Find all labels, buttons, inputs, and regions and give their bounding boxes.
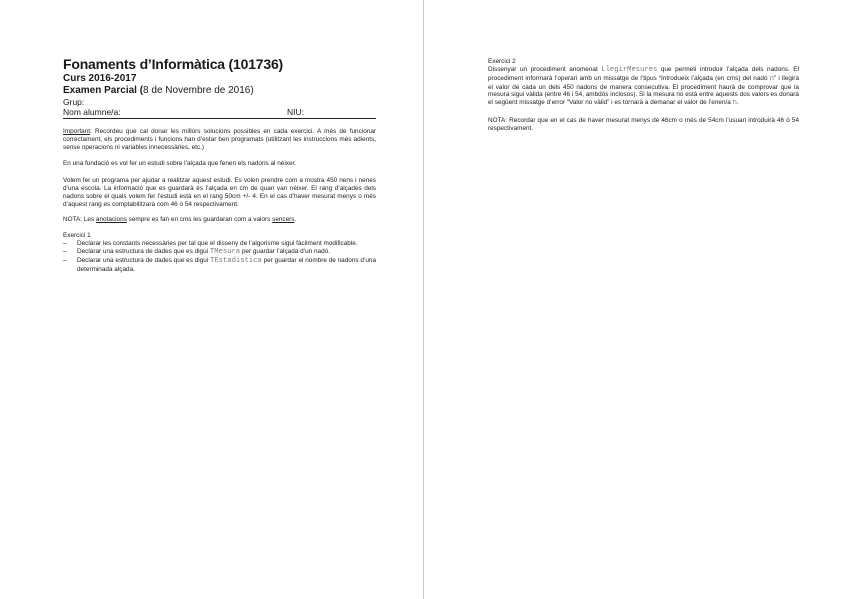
- exam-line: [63, 85, 376, 97]
- exam-date-close: ): [250, 85, 254, 96]
- exam-date-open: (: [136, 85, 144, 96]
- item-pre: Declarar una estructura de dades que es digui: [77, 256, 211, 264]
- note-link-annotations: anotacions: [95, 216, 127, 224]
- left-page-content: [63, 56, 376, 273]
- p1-mid: que permeti introduir l’alçada dels nadons. El procediment informarà l’operari amb un missatge de l’tipus “Introdueix l’alçada (en cms) del nadó: [488, 66, 799, 82]
- dash-bullet: –: [63, 240, 67, 248]
- item-post: per guardar l’alçada d’un nadó.: [240, 247, 330, 255]
- p1-end: .: [736, 99, 739, 107]
- list-item: [63, 257, 376, 274]
- description-paragraph: Volem fer un programa per ajudar a realitzar aquest estudi. Es volen prendre com a mostra 450 nens i nenes d’una escola. La informació que es guardarà és l’alçada en cm de quan van néixer. El rang d’alçades dels nadons sobre el quals volem fer l’estudi està en el rang 50cm +/- 4. En el cas d’haver mesurat menys o més d’aquest rang es comptabilitzarà com 46 ó 54 respectivament.: [63, 177, 376, 208]
- code-tmesura: TMesura: [209, 247, 241, 256]
- code-n: n: [769, 74, 775, 83]
- item-text: Declarar les constants necessàries per tal que el disseny de l’algorisme sigui fàcilment modificable.: [77, 240, 358, 248]
- item-post: per guardar el nombre de nadons d’una determinada alçada.: [77, 256, 377, 273]
- note-link-integers: sencers: [272, 216, 295, 224]
- right-page: [425, 0, 848, 599]
- note-suffix: .: [294, 216, 297, 224]
- list-item: [63, 240, 376, 248]
- exercise2-title: Exercici 2: [488, 58, 516, 65]
- exercise1-title: Exercici 1: [63, 232, 91, 240]
- code-n-2: n: [732, 99, 737, 108]
- note-middle: sempre es fan en cms les guardaran com a valors: [126, 216, 273, 224]
- code-testadistica: TEstadistica: [210, 256, 262, 265]
- important-text: : Recordeu que cal donar les millors solucions possibles en cada exercici. A més de funcionar correctament, els procediments i funcions han d’estar ben programats (utilitzant les instruccions més adients, sense operacions ni variables innecessàries, etc.): [63, 128, 376, 151]
- dash-bullet: –: [63, 256, 67, 264]
- p1-post: ” i llegirà el valor de cada un dels 450 nadons de manera consecutiva. El procediment haurà de comprovar que la mesura sigui vàlida (entre 46 i 54, ambdós inclosos). Si la mesura no està entre aquests dos valors es donarà el següent missatge d’error “Valor no vàlid” i es tornarà a demanar el valor de l’enen/a: [488, 74, 799, 107]
- document-title: Fonaments d’Informàtica (101736): [63, 56, 283, 72]
- important-paragraph: [63, 128, 376, 151]
- student-name-field: Nom alumne/a:: [63, 107, 121, 117]
- list-item: [63, 248, 376, 257]
- note-prefix: NOTA: Les: [63, 216, 96, 224]
- exercise2-paragraph: [488, 66, 799, 108]
- note-paragraph: [63, 216, 376, 224]
- code-llegirmesures: LlegirMesures: [601, 66, 658, 74]
- p1-pre: Dissenyar un procediment anomenat: [488, 66, 602, 73]
- group-field: Grup:: [63, 97, 85, 107]
- course-year: Curs 2016-2017: [63, 73, 137, 84]
- exam-date: 8 de Novembre de 2016: [143, 85, 251, 96]
- student-row: [63, 107, 376, 119]
- context-paragraph: En una fundació es vol fer un estudi sobre l’alçada que fenen els nadons al néixer.: [63, 160, 297, 168]
- right-page-content: [488, 58, 799, 133]
- important-label: Important: [63, 128, 90, 135]
- exercise1-list: [63, 240, 376, 273]
- dash-bullet: –: [63, 247, 67, 255]
- niu-field: NIU:: [287, 107, 304, 117]
- exercise2-note: NOTA: Recordar que en el cas de haver mesurat menys de 46cm o més de 54cm l’usuari introduirà 46 ó 54 respectivament.: [488, 116, 799, 132]
- item-pre: Declarar una estructura de dades que es digui: [77, 247, 210, 255]
- exam-label: Examen Parcial: [63, 85, 137, 96]
